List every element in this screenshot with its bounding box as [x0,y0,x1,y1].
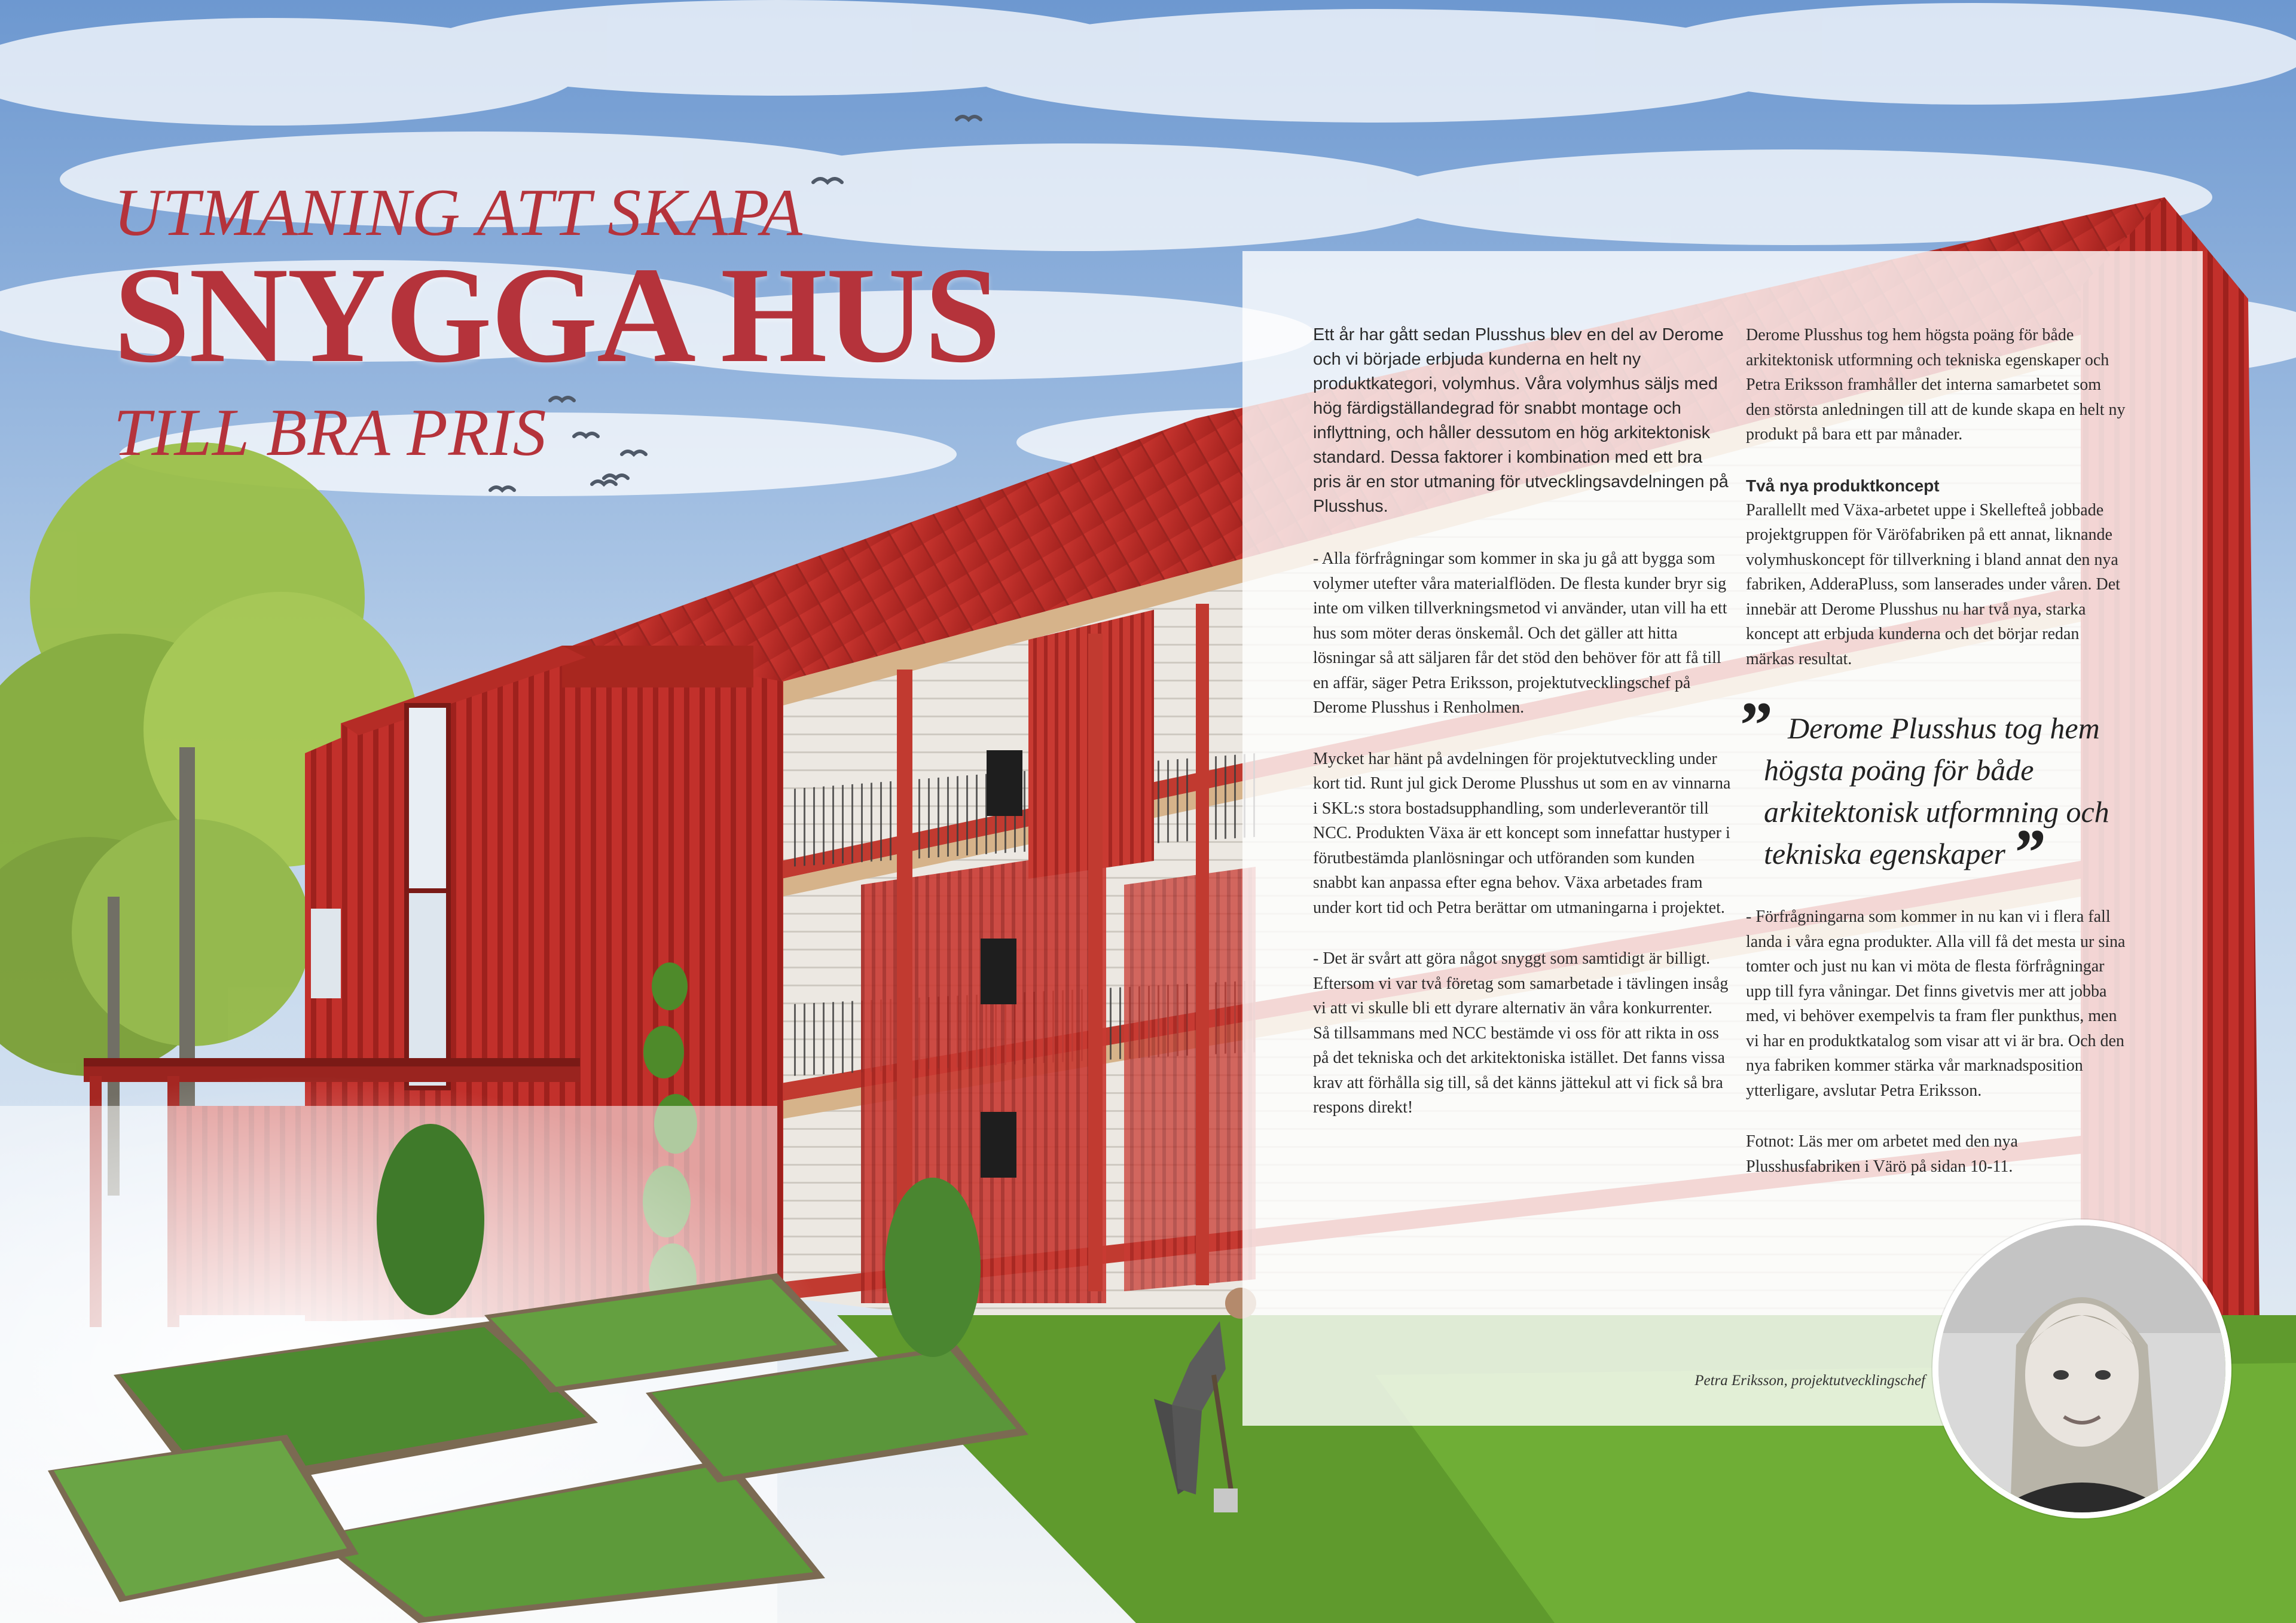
headline-kicker-bottom: TILL BRA PRIS [114,396,547,470]
headline-kicker-top: UTMANING ATT SKAPA [114,176,803,250]
article-paragraph: - Det är svårt att göra något snyggt som samtidigt är billigt. Eftersom vi var två företag som samarbetade i tävlingen insåg vi att vi skulle bli ett dyrare alternativ än våra konkurrenter. Så tillsammans med NCC bestämde vi oss för att rikta in oss på det tekniska och det arkitektoniska istället. Det fanns vissa krav att förhålla sig till, så det känns jättekul att vi fick så bra respons direkt! [1313,949,1729,1117]
headline [114,176,1130,470]
article-column-1 [1313,323,1732,1147]
quote-open-icon: ” [1740,689,1773,762]
quote-close-icon: ” [2011,816,2045,889]
article-paragraph: Mycket har hänt på avdelningen för projektutveckling under kort tid. Runt jul gick Derome Plusshus ut som en av vinnarna i SKL:s stora bostadsupphandling, som underleverantör till NCC. Produkten Växa är ett koncept som innefattar hustyper i förutbestämda planlösningar och utföranden som kunden snabbt kan anpassa efter egna behov. Växa arbetades fram under kort tid och Petra berättar om utmaningarna i projektet. [1313,749,1731,917]
article-paragraph: Derome Plusshus tog hem högsta poäng för både arkitektonisk utformning och tekniska egenskaper och Petra Eriksson framhåller det interna samarbetet som den största anledningen till att de kunde skapa en helt ny produkt på bara ett par månader. [1746,326,2126,444]
article-column-2 [1740,323,2129,1205]
article-paragraph: Parallellt med Växa-arbetet uppe i Skellefteå jobbade projektgruppen för Väröfabriken på ett annat, liknande volymhuskoncept för tillverkning i bland annat den nya fabriken, AdderaPluss, som lanserades under våren. Det innebär att Derome Plusshus nu har två nya, starka koncept att erbjuda kunderna och det börjar redan märkas resultat. [1746,500,2120,668]
article-footnote: Fotnot: Läs mer om arbetet med den nya Plusshusfabriken i Värö på sidan 10-11. [1746,1132,2018,1176]
pull-quote-text: Derome Plusshus tog hem högsta poäng för både arkitektonisk utformning och tekniska egenskaper” [1764,711,2109,889]
portrait-caption: Petra Eriksson, projektutvecklingschef [1694,1373,1925,1389]
article-lead: Ett år har gått sedan Plusshus blev en del av Derome och vi började erbjuda kunderna en helt ny produktkategori, volymhus. Våra volymhus säljs med hög färdigställandegrad för snabbt montage och inflyttning, och håller dessutom en hög arkitektonisk standard. Dessa faktorer i kombination med ett bra pris är en stor utmaning för utvecklingsavdelningen på Plusshus. [1313,325,1729,516]
headline-main: SNYGGA HUS [114,239,1000,391]
article-paragraph: - Alla förfrågningar som kommer in ska ju gå att bygga som volymer utefter våra materialflöden. De flesta kunder bryr sig inte om vilken tillverkningsmetod vi använder, utan vill ha ett hus som möter deras önskemål. Och det gäller att hitta lösningar så att säljaren får det stöd den behöver för att få till en affär, säger Petra Eriksson, projektutvecklingschef på Derome Plusshus i Renholmen. [1313,549,1727,717]
pull-quote [1740,689,2129,889]
article-subheading: Två nya produktkoncept [1746,476,1940,495]
article-paragraph: - Förfrågningarna som kommer in nu kan vi i flera fall landa i våra egna produkter. Alla vill få det mesta ur sina tomter och just nu kan vi möta de flesta förfrågningar upp till fyra våningar. Det finns givetvis mer att jobba med, vi behöver exempelvis ta fram fler punkthus, men vi har en produktkatalog som visar att vi är bra. Och den nya fabriken kommer stärka vår marknadsposition ytterligare, avslutar Petra Eriksson. [1746,907,2126,1100]
portrait-photo [1932,1219,2231,1518]
